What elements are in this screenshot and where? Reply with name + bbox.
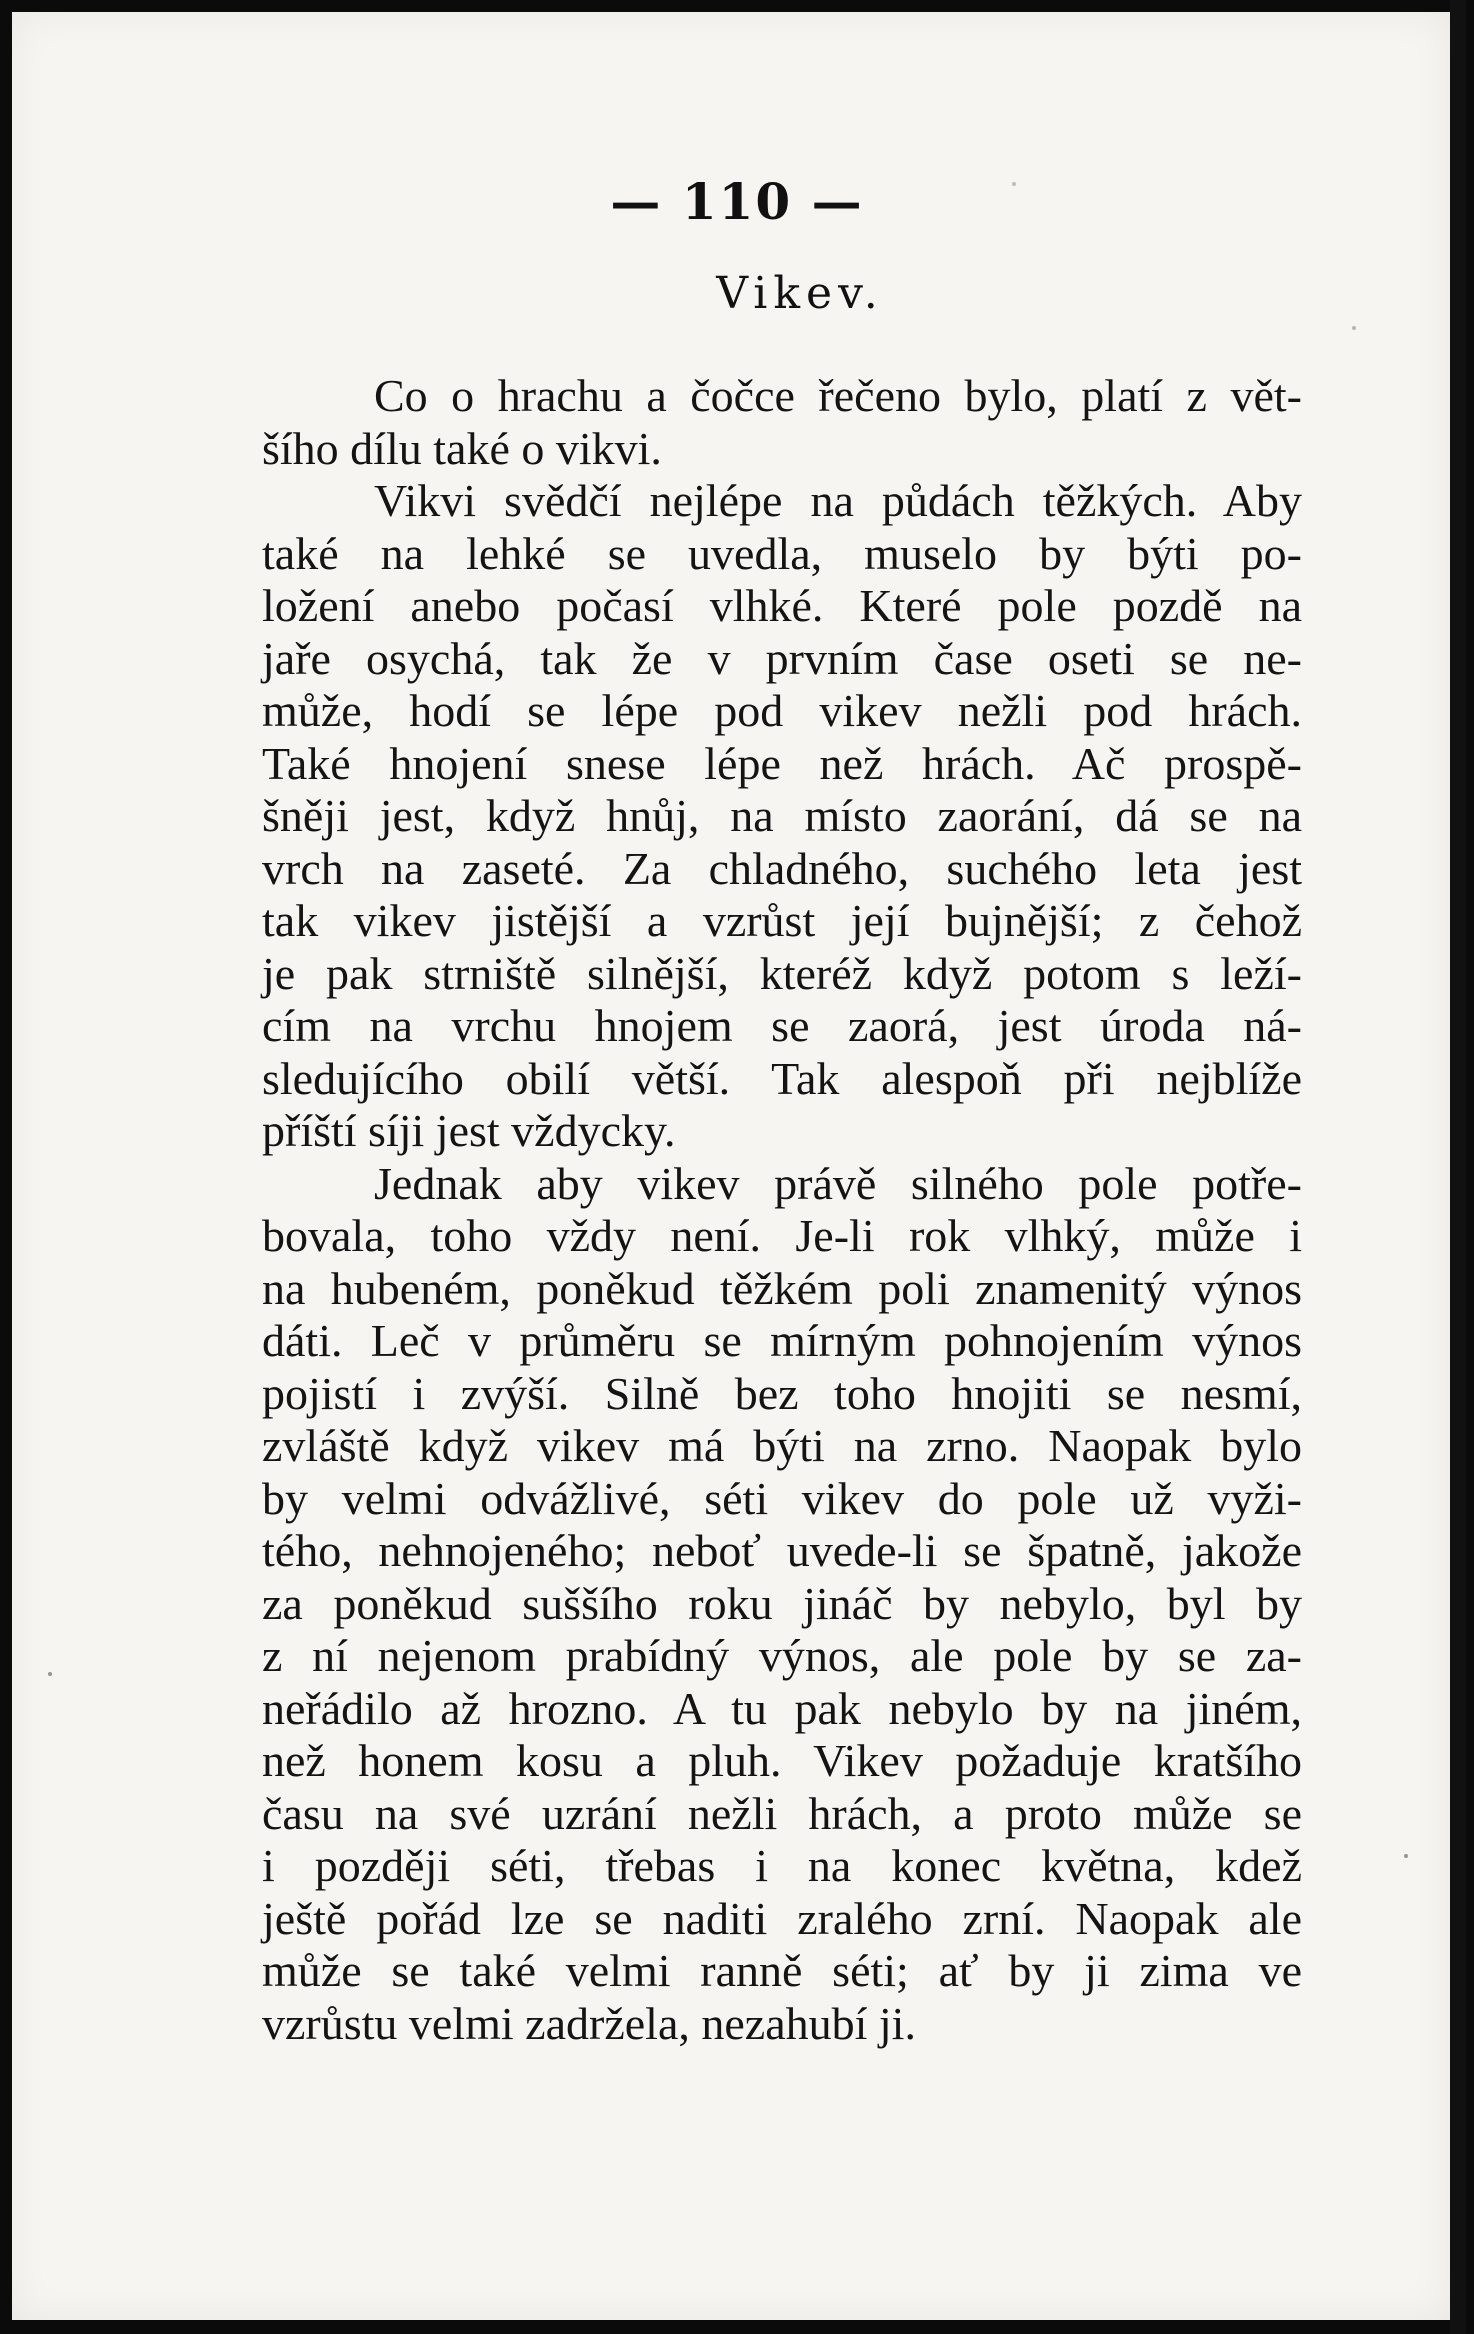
text-line: za poněkud suššího roku jináč by nebylo, byl by [262, 1577, 1302, 1629]
text-line: na hubeném, poněkud těžkém poli znamenitý výnos [262, 1262, 1302, 1314]
text-line: by velmi odvážlivé, séti vikev do pole už vyži- [262, 1472, 1302, 1524]
text-line: cím na vrchu hnojem se zaorá, jest úroda ná- [262, 1000, 1302, 1051]
text-line: než honem kosu a pluh. Vikev požaduje kratšího [262, 1735, 1302, 1786]
text-line: dáti. Leč v průměru se mírným pohnojením výnos [262, 1315, 1302, 1366]
text-line: šího dílu také o vikvi. [262, 422, 662, 474]
text-line: bovala, toho vždy není. Je-li rok vlhký, může i [262, 1210, 1302, 1261]
text-line: času na své uzrání nežli hrách, a proto může se [262, 1787, 1302, 1839]
section-heading: Vikev. [716, 268, 884, 319]
paper-speck [1352, 326, 1356, 330]
text-line: ložení anebo počasí vlhké. Které pole pozdě na [262, 580, 1302, 631]
text-line: zvláště když vikev má býti na zrno. Naopak bylo [262, 1420, 1302, 1471]
text-line: Co o hrachu a čočce řečeno bylo, platí z vět- [374, 370, 1302, 421]
text-line: neřádilo až hrozno. A tu pak nebylo by na jiném, [262, 1682, 1302, 1734]
text-line: Vikvi svědčí nejlépe na půdách těžkých. Aby [374, 475, 1302, 526]
paper-speck [48, 1672, 52, 1676]
text-line: může se také velmi ranně séti; ať by ji zima ve [262, 1945, 1302, 1996]
text-line: ještě pořád lze se naditi zralého zrní. Naopak ale [262, 1892, 1302, 1944]
text-line: vzrůstu velmi zadržela, nezahubí ji. [262, 1997, 916, 2049]
text-line: Jednak aby vikev právě silného pole potře- [374, 1157, 1302, 1209]
text-line: Také hnojení snese lépe než hrách. Ač prospě- [262, 737, 1302, 789]
text-line: z ní nejenom prabídný výnos, ale pole by se za- [262, 1630, 1302, 1681]
page-number: — 110 — [610, 172, 864, 231]
text-line: sledujícího obilí větší. Tak alespoň při nejblíže [262, 1052, 1302, 1104]
text-line: vrch na zaseté. Za chladného, suchého leta jest [262, 842, 1302, 894]
text-line: tého, nehnojeného; neboť uvede-li se špatně, jakože [262, 1525, 1302, 1576]
text-line: i později séti, třebas i na konec května, kdež [262, 1840, 1302, 1891]
page-edge-shadow [1450, 0, 1466, 2334]
text-line: je pak strniště silnější, kteréž když potom s leží- [262, 947, 1302, 999]
body-text [262, 370, 1302, 2050]
paper-speck [1404, 1854, 1408, 1858]
text-line: také na lehké se uvedla, muselo by býti po- [262, 527, 1302, 579]
text-line: jaře osychá, tak že v prvním čase oseti se ne- [262, 632, 1302, 684]
text-line: příští síji jest vždycky. [262, 1105, 676, 1156]
text-line: může, hodí se lépe pod vikev nežli pod hrách. [262, 685, 1302, 736]
text-line: šněji jest, když hnůj, na místo zaorání, dá se na [262, 790, 1302, 841]
text-line: pojistí i zvýší. Silně bez toho hnojiti se nesmí, [262, 1367, 1302, 1419]
text-line: tak vikev jistější a vzrůst její bujnější; z čehož [262, 895, 1302, 946]
